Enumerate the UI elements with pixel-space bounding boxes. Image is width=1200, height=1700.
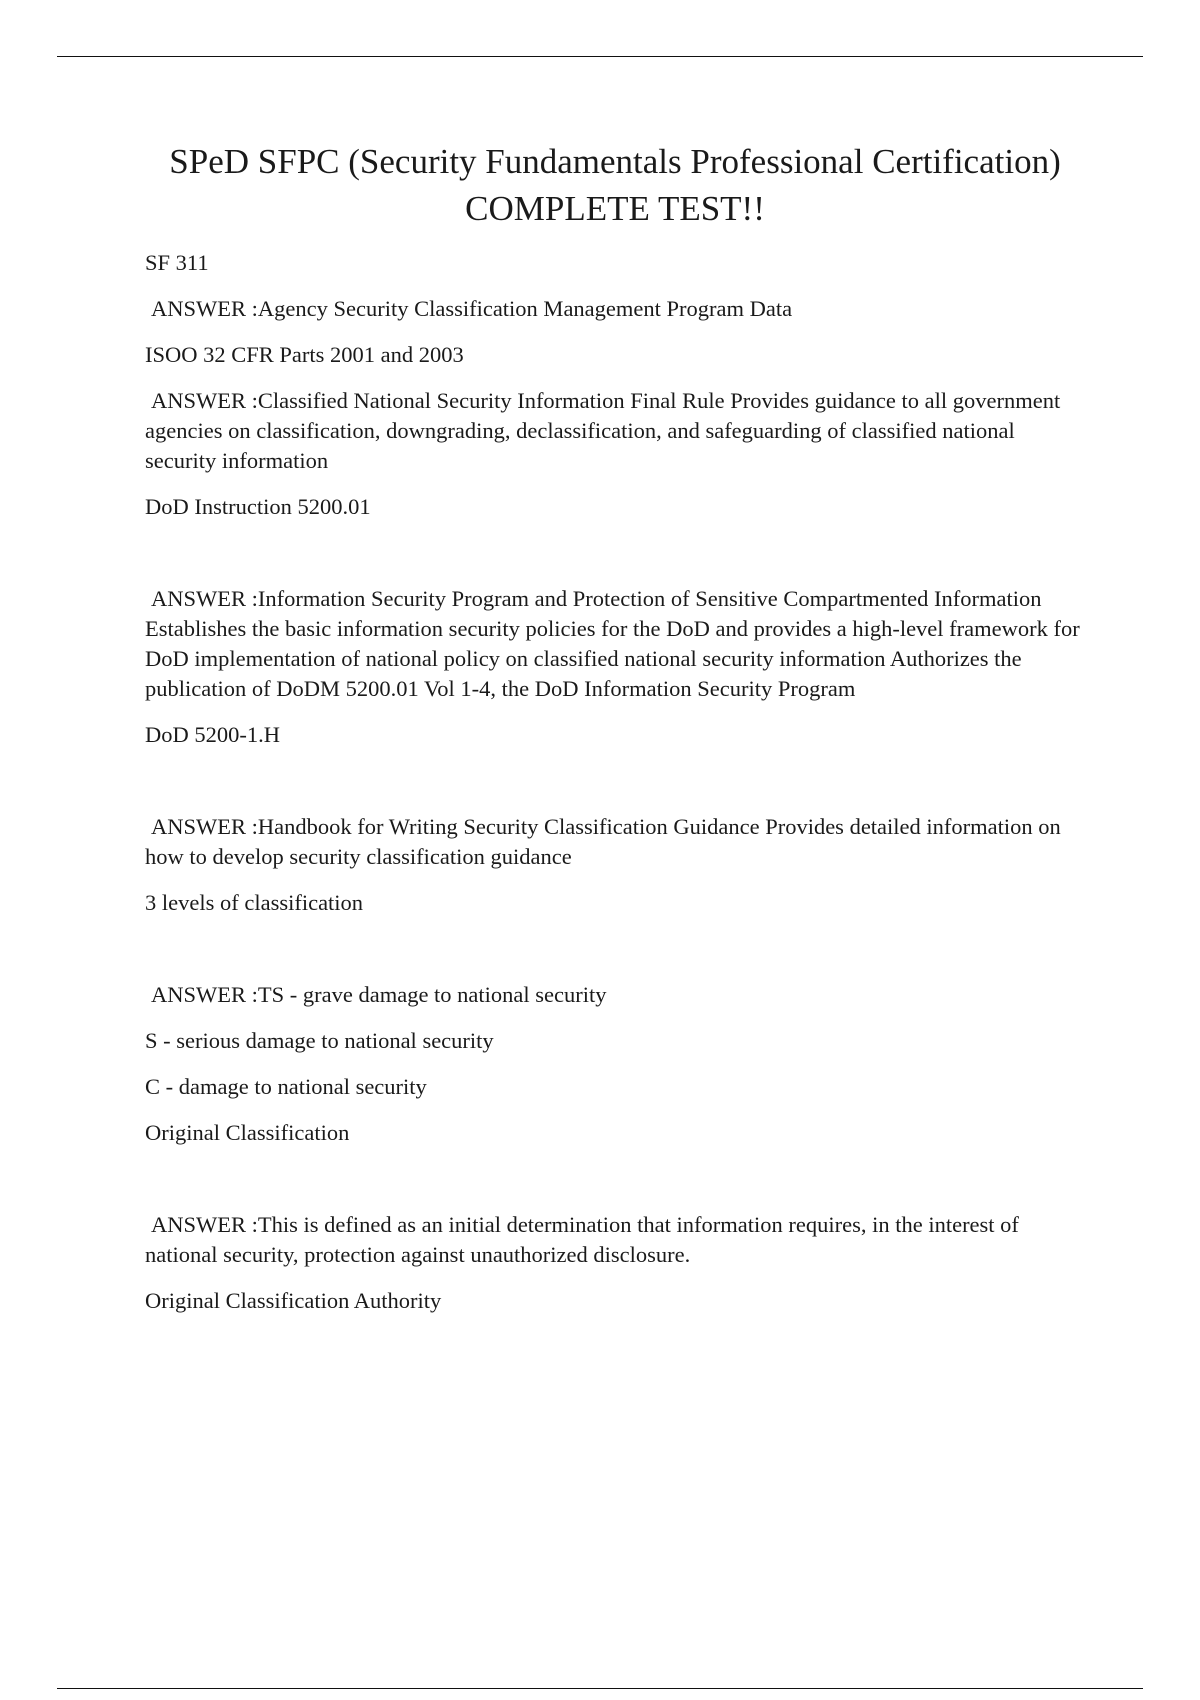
answer-line-secret: S - serious damage to national security xyxy=(145,1028,494,1053)
term-dod-5200-1-h: DoD 5200-1.H xyxy=(145,722,280,747)
term-sf-311: SF 311 xyxy=(145,250,209,275)
top-rule xyxy=(57,56,1143,57)
bottom-rule xyxy=(57,1688,1143,1689)
title-line-2: COMPLETE TEST!! xyxy=(465,189,765,228)
answer-sf-311: ANSWER :Agency Security Classification Management Program Data xyxy=(151,296,793,321)
answer-isoo-32-cfr: ANSWER :Classified National Security Information Final Rule Provides guidance to all government agencies on classification, downgrading, declassification, and safeguarding of classified national security information xyxy=(145,388,1061,473)
term-classification-levels: 3 levels of classification xyxy=(145,890,364,915)
document-page xyxy=(145,138,1085,1332)
answer-original-classification: ANSWER :This is defined as an initial determination that information requires, in the interest of national security, protection against unauthorized disclosure. xyxy=(145,1212,1019,1267)
title-line-1: SPeD SFPC (Security Fundamentals Professional Certification) xyxy=(169,142,1061,181)
answer-classification-levels: ANSWER :TS - grave damage to national security xyxy=(151,982,607,1007)
document-title xyxy=(145,138,1085,232)
term-original-classification-authority: Original Classification Authority xyxy=(145,1288,442,1313)
answer-dod-5200-1-h: ANSWER :Handbook for Writing Security Classification Guidance Provides detailed information on how to develop security classification guidance xyxy=(145,814,1061,869)
answer-line-confidential: C - damage to national security xyxy=(145,1074,427,1099)
term-dodi-5200-01: DoD Instruction 5200.01 xyxy=(145,494,371,519)
term-isoo-32-cfr: ISOO 32 CFR Parts 2001 and 2003 xyxy=(145,342,464,367)
answer-dodi-5200-01: ANSWER :Information Security Program and Protection of Sensitive Compartmented Information Establishes the basic information security policies for the DoD and provides a high-level framework for DoD implementation of national policy on classified national security information Authorizes the publication of DoDM 5200.01 Vol 1-4, the DoD Information Security Program xyxy=(145,586,1080,701)
term-original-classification: Original Classification xyxy=(145,1120,350,1145)
